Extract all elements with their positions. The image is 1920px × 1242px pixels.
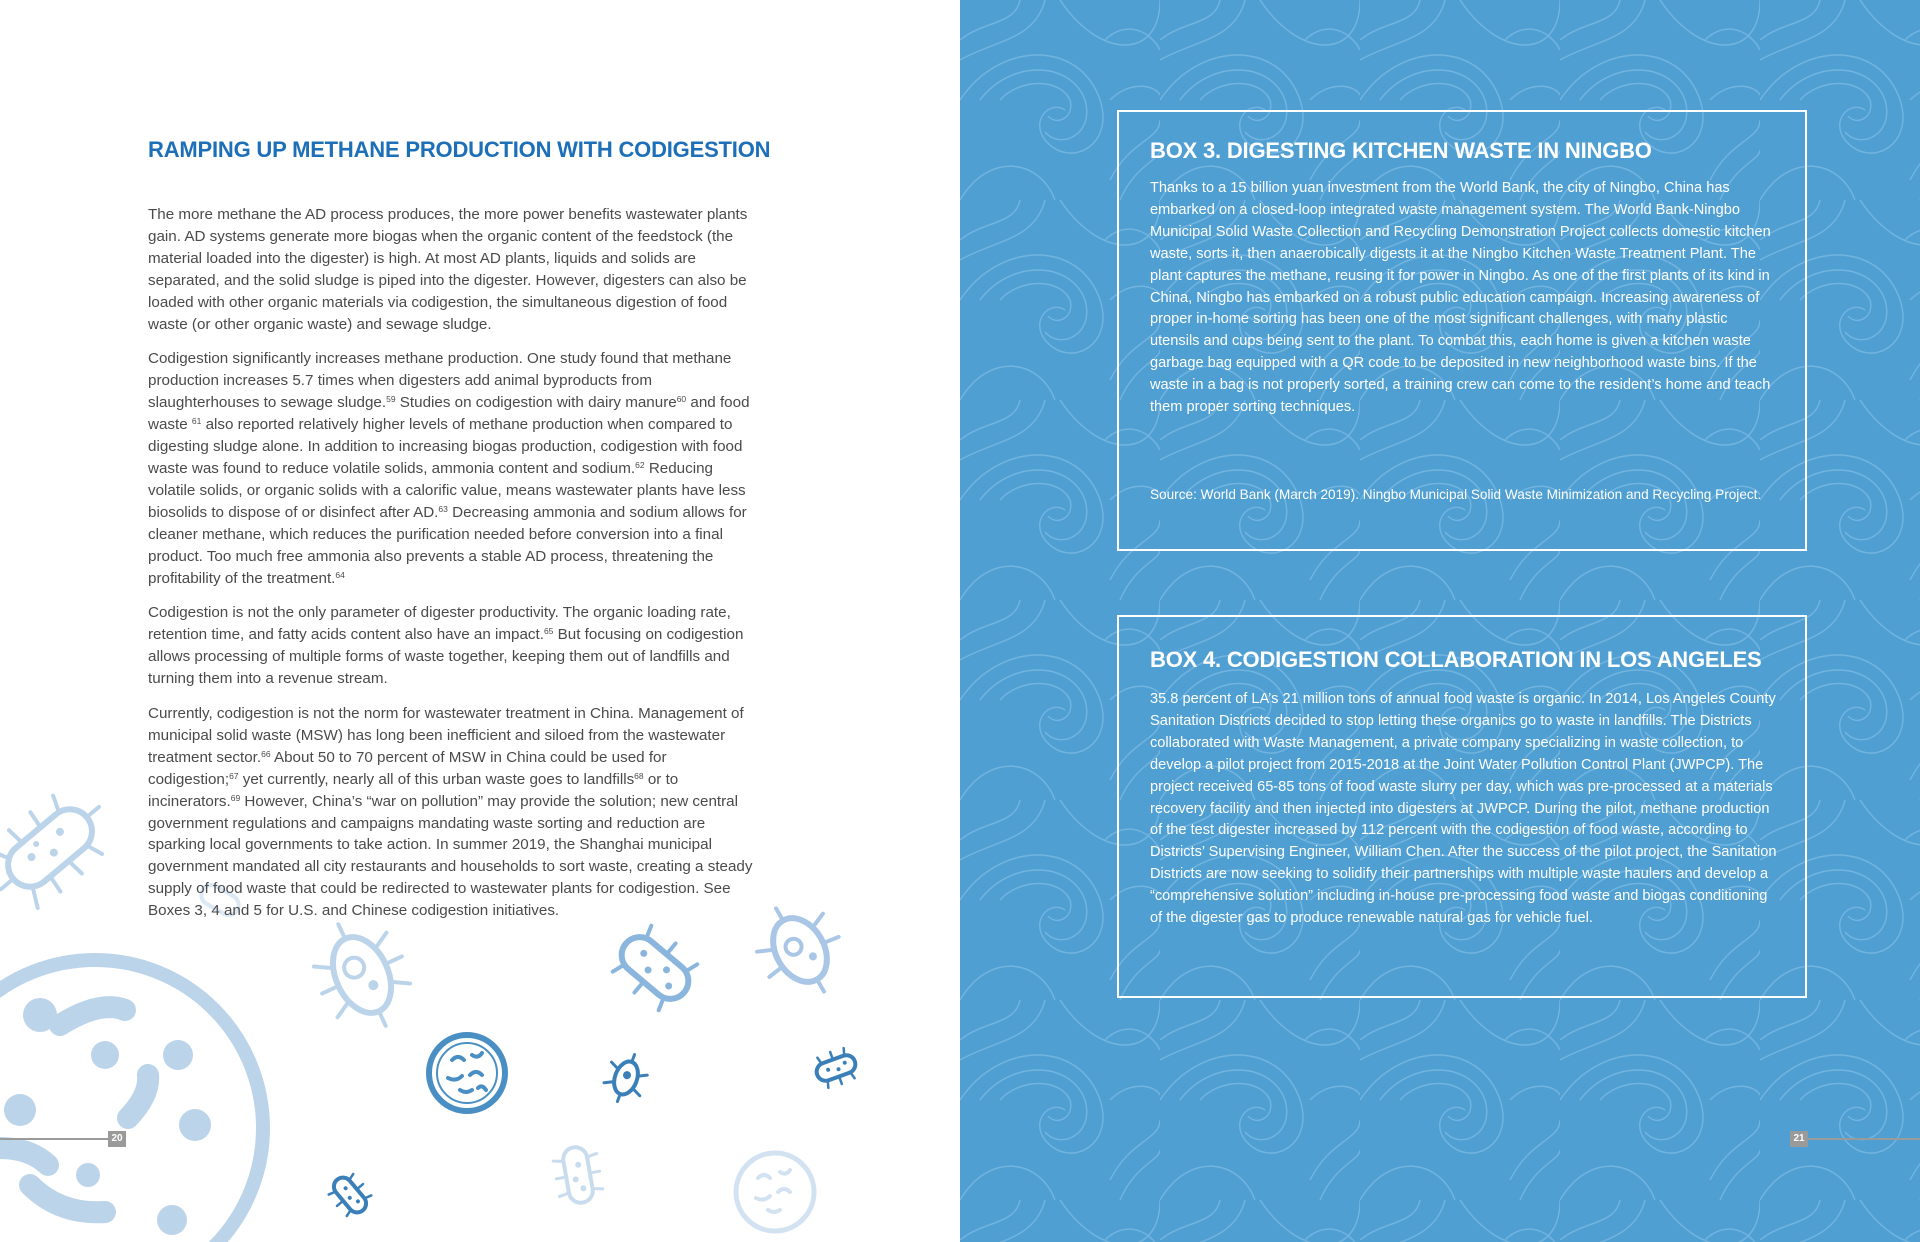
text-run: and food waste: [148, 394, 750, 434]
page-rule: [0, 1138, 108, 1140]
box-source: Source: World Bank (March 2019). Ningbo Municipal Solid Waste Minimization and Recycling Project.: [1150, 487, 1762, 502]
box-body: Thanks to a 15 billion yuan investment from the World Bank, the city of Ningbo, China has embarked on a closed-loop integrated waste management system. The World Bank-Ningbo Municipal Solid Waste Collection and Recycling Demonstration Project collects domestic kitchen waste, sorts it, then anaerobically digests it at the Ningbo Kitchen Waste Treatment Plant. The plant captures the methane, reusing it for power in Ningbo. As one of the first plants of its kind in China, Ningbo has embarked on a robust public education campaign. Increasing awareness of proper in-home sorting has been one of the most significant challenges, with many plastic utensils and cups being sent to the plant. To combat this, each home is given a kitchen waste garbage bag equipped with a QR code to be deposited in new neighborhood waste bins. If the waste in a bag is not properly sorted, a training crew can come to the resident’s home and teach them proper sorting techniques.: [1150, 180, 1771, 416]
petri-dish-icon: [736, 1153, 814, 1231]
footnote-ref: 67: [229, 770, 239, 781]
footnote-ref: 63: [438, 503, 448, 514]
paragraph: [148, 703, 753, 922]
box-4-los-angeles: [1117, 615, 1807, 998]
text-run: yet currently, nearly all of this urban waste goes to landfills: [238, 770, 635, 788]
page-rule: [1808, 1138, 1920, 1140]
bacteria-icon: [0, 776, 125, 920]
footnote-ref: 68: [634, 770, 644, 781]
text-run: But focusing on codigestion allows processing of multiple forms of waste together, keeping them out of landfills and turning them into a revenue stream.: [148, 626, 744, 688]
box-body: 35.8 percent of LA’s 21 million tons of annual food waste is organic. In 2014, Los Angeles County Sanitation Districts decided to stop letting these organics go to waste in landfills. The Districts collaborated with Waste Management, a private company specializing in waste collection, to develop a pilot project from 2015-2018 at the Joint Water Pollution Control Plant (JWPCP). The project received 65-85 tons of food waste slurry per day, which was pre-processed at a materials recovery facility and then injected into digesters at JWPCP. During the pilot, methane production of the test digester increased by 112 percent with the codigestion of food waste, according to Districts’ Supervising Engineer, William Chen. After the success of the pilot project, the Sanitation Districts are now seeking to solidify their partnerships with multiple waste haulers and develop a “comprehensive solution” including in-house pre-processing food waste and biogas conditioning of the digester gas to produce renewable natural gas for vehicle fuel.: [1150, 691, 1777, 927]
text-run: also reported relatively higher levels of methane production when compared to digesting sludge alone. In addition to increasing biogas production, codigestion with food waste was found to reduce volatile solids, ammonia content and sodium.: [148, 416, 743, 477]
text-run: Codigestion is not the only parameter of digester productivity. The organic loading rate, retention time, and fatty acids content also have an impact.: [148, 604, 731, 644]
page-number: 20: [108, 1131, 126, 1147]
page-number: 21: [1790, 1131, 1808, 1147]
box-title: BOX 4. CODIGESTION COLLABORATION IN LOS ANGELES: [1150, 647, 1762, 672]
bacteria-icon: [811, 1045, 860, 1091]
footnote-ref: 61: [191, 416, 202, 427]
text-run: Decreasing ammonia and sodium allows for cleaner methane, which reduces the purification needed before conversion into a final product. Too much free ammonia also prevents a stable AD process, threatening the profitability of the treatment.: [148, 503, 747, 587]
text-run: About 50 to 70 percent of MSW in China could be used for codigestion;: [148, 748, 667, 788]
box-title: BOX 3. DIGESTING KITCHEN WASTE IN NINGBO: [1150, 138, 1652, 163]
petri-dish-icon: [0, 960, 263, 1242]
footnote-ref: 66: [261, 748, 271, 759]
bacteria-icon: [324, 1169, 376, 1221]
text-run: Studies on codigestion with dairy manure: [395, 394, 677, 412]
box-3-ningbo: [1117, 110, 1807, 551]
text-run: or to incinerators.: [148, 770, 679, 810]
body-text: [148, 204, 753, 935]
footnote-ref: 69: [230, 792, 241, 803]
microbe-icon: [600, 1048, 653, 1108]
text-run: However, China’s “war on pollution” may provide the solution; new central government regulations and campaigns mandating waste sorting and reduction are sparking local governments to take action. In summer 2019, the Shanghai municipal government mandated all city restaurants and households to sort waste, creating a steady supply of food waste that could be redirected to wastewater plants for codigestion. See Boxes 3, 4 and 5 for U.S. and Chinese codigestion initiatives.: [148, 792, 753, 920]
footnote-ref: 64: [335, 569, 345, 580]
footnote-ref: 62: [635, 459, 645, 470]
petri-dish-icon: [429, 1035, 505, 1111]
microbe-icon: [741, 888, 858, 1011]
section-heading: RAMPING UP METHANE PRODUCTION WITH CODIGESTION: [148, 137, 771, 162]
footnote-ref: 65: [543, 626, 554, 637]
paragraph: [148, 204, 753, 335]
text-run: Codigestion significantly increases methane production. One study found that methane production increases 5.7 times when digesters add animal byproducts from slaughterhouses to sewage sludge.: [148, 350, 732, 412]
text-run: Currently, codigestion is not the norm for wastewater treatment in China. Management of municipal solid waste (MSW) has long been inefficient and siloed from the wastewater treatment sector.: [148, 705, 744, 766]
paragraph: [148, 348, 753, 589]
bacteria-icon: [551, 1144, 604, 1207]
paragraph: [148, 602, 753, 690]
footnote-ref: 60: [676, 394, 687, 405]
text-run: Reducing volatile solids, or organic solids with a calorific value, means wastewater plants have less biosolids to dispose of or disinfect after AD.: [148, 459, 746, 521]
footnote-ref: 59: [386, 394, 396, 405]
text-run: The more methane the AD process produces, the more power benefits wastewater plants gain. AD systems generate more biogas when the organic content of the feedstock (the material loaded into the digester) is high. At most AD plants, liquids and solids are separated, and the solid sludge is piped into the digester. However, digesters can also be loaded with other organic materials via codigestion, the simultaneous digestion of food waste (or other organic waste) and sewage sludge.: [148, 206, 748, 333]
